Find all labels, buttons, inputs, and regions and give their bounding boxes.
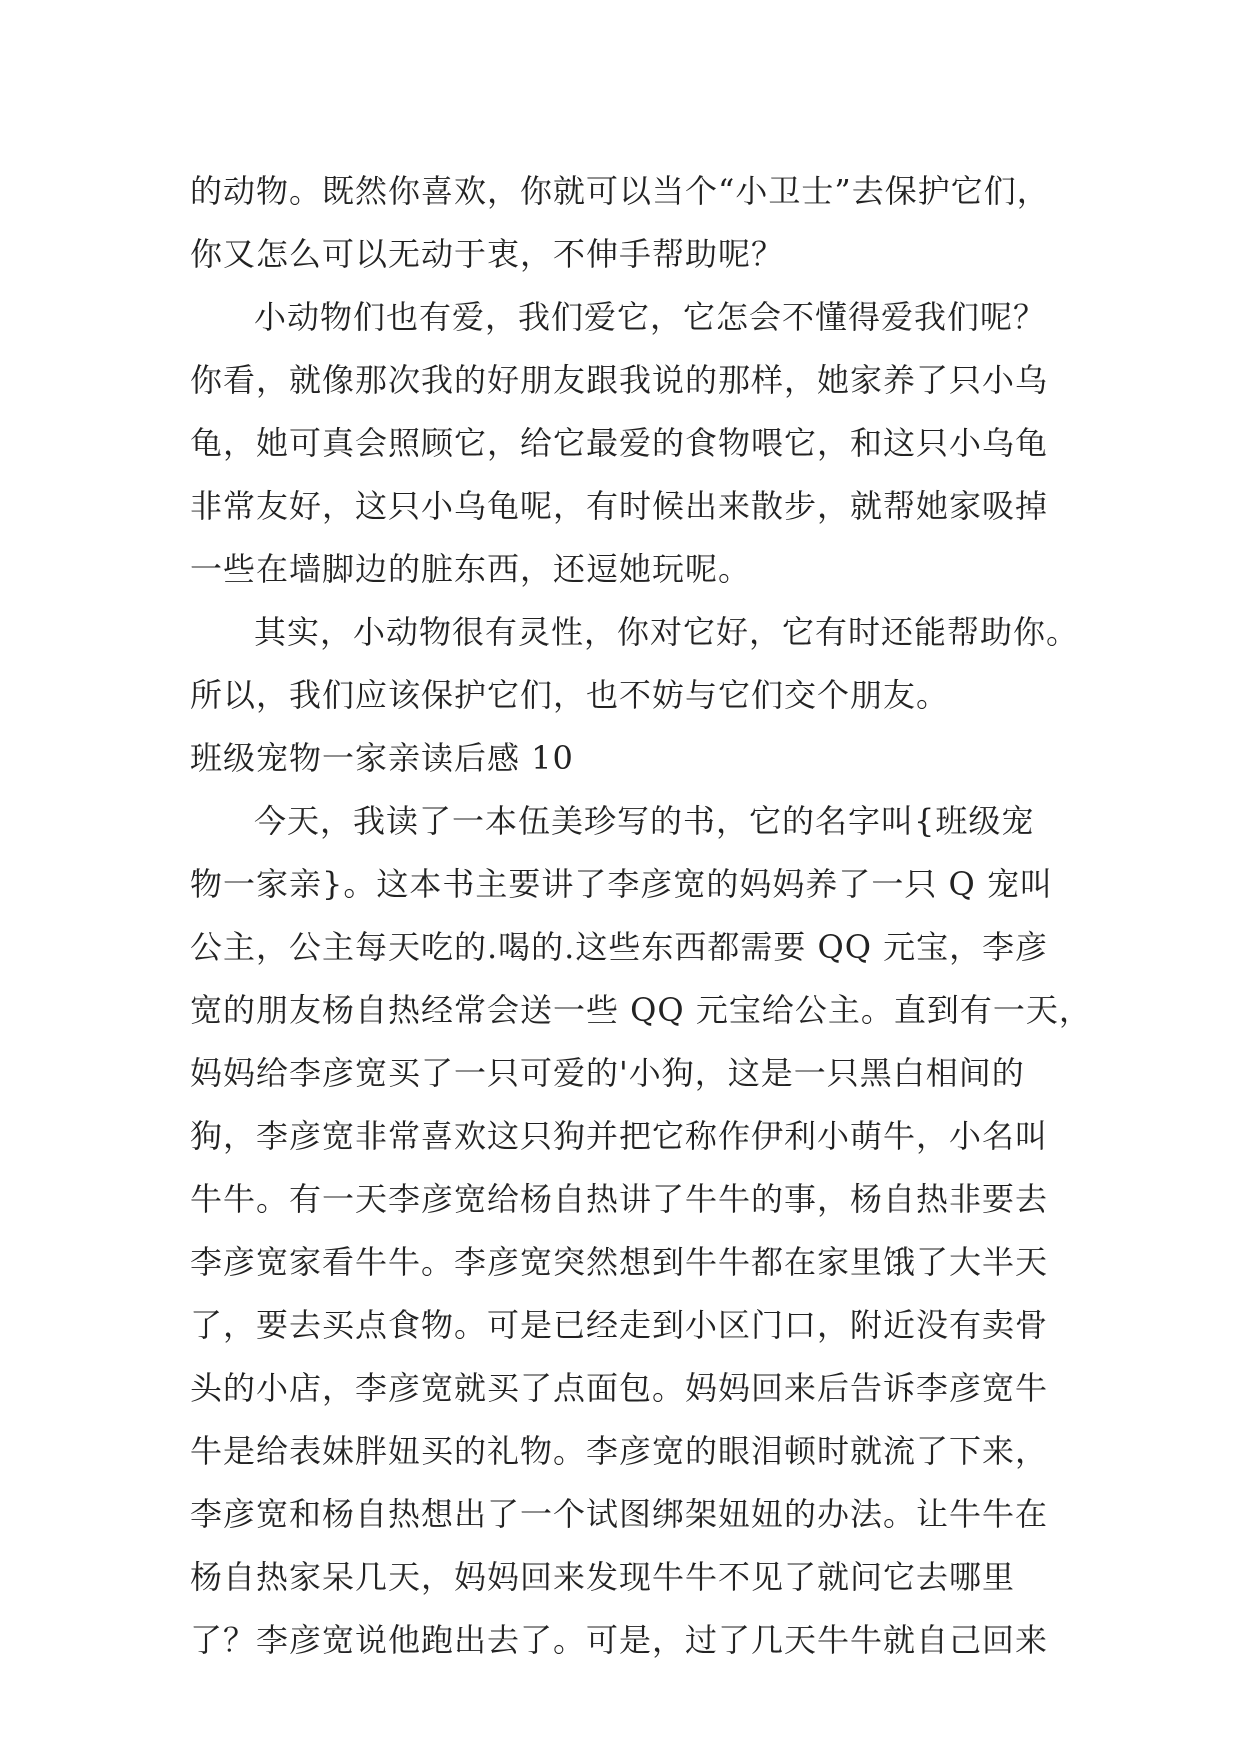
text-line: 妈妈给李彦宽买了一只可爱的'小狗，这是一只黑白相间的 [190,1054,1025,1092]
text-line: 了？李彦宽说他跑出去了。可是，过了几天牛牛就自己回来 [190,1621,1049,1659]
text-line: 物一家亲}。这本书主要讲了李彦宽的妈妈养了一只 Q 宠叫 [190,865,1053,903]
text-line: 你又怎么可以无动于衷，不伸手帮助呢？ [190,235,785,273]
text-line: 李彦宽和杨自热想出了一个试图绑架妞妞的办法。让牛牛在 [190,1495,1049,1533]
text-line: 一些在墙脚边的脏东西，还逗她玩呢。 [190,550,752,588]
text-line: 杨自热家呆几天，妈妈回来发现牛牛不见了就问它去哪里 [190,1558,1016,1596]
text-line: 所以，我们应该保护它们，也不妨与它们交个朋友。 [190,676,950,714]
text-line: 牛牛。有一天李彦宽给杨自热讲了牛牛的事，杨自热非要去 [190,1180,1049,1218]
text-line: 班级宠物一家亲读后感 10 [190,739,574,777]
text-line: 狗，李彦宽非常喜欢这只狗并把它称作伊利小萌牛，小名叫 [190,1117,1049,1155]
text-line: 李彦宽家看牛牛。李彦宽突然想到牛牛都在家里饿了大半天 [190,1243,1049,1281]
text-line: 龟，她可真会照顾它，给它最爱的食物喂它，和这只小乌龟 [190,424,1049,462]
text-line: 了，要去买点食物。可是已经走到小区门口，附近没有卖骨 [190,1306,1049,1344]
text-line: 其实，小动物很有灵性，你对它好，它有时还能帮助你。 [254,613,1080,651]
text-line: 公主，公主每天吃的.喝的.这些东西都需要 QQ 元宝，李彦 [190,928,1049,966]
document-body [190,160,1092,1672]
text-line: 宽的朋友杨自热经常会送一些 QQ 元宝给公主。直到有一天， [190,991,1092,1029]
text-line: 牛是给表妹胖妞买的礼物。李彦宽的眼泪顿时就流了下来， [190,1432,1049,1470]
text-line: 你看，就像那次我的好朋友跟我说的那样，她家养了只小乌 [190,361,1049,399]
text-line: 小动物们也有爱，我们爱它，它怎会不懂得爱我们呢？ [254,298,1047,336]
text-line: 的动物。既然你喜欢，你就可以当个“小卫士”去保护它们， [190,172,1050,210]
text-line: 非常友好，这只小乌龟呢，有时候出来散步，就帮她家吸掉 [190,487,1049,525]
text-line: 今天，我读了一本伍美珍写的书，它的名字叫{班级宠 [254,802,1035,840]
text-line: 头的小店，李彦宽就买了点面包。妈妈回来后告诉李彦宽牛 [190,1369,1049,1407]
